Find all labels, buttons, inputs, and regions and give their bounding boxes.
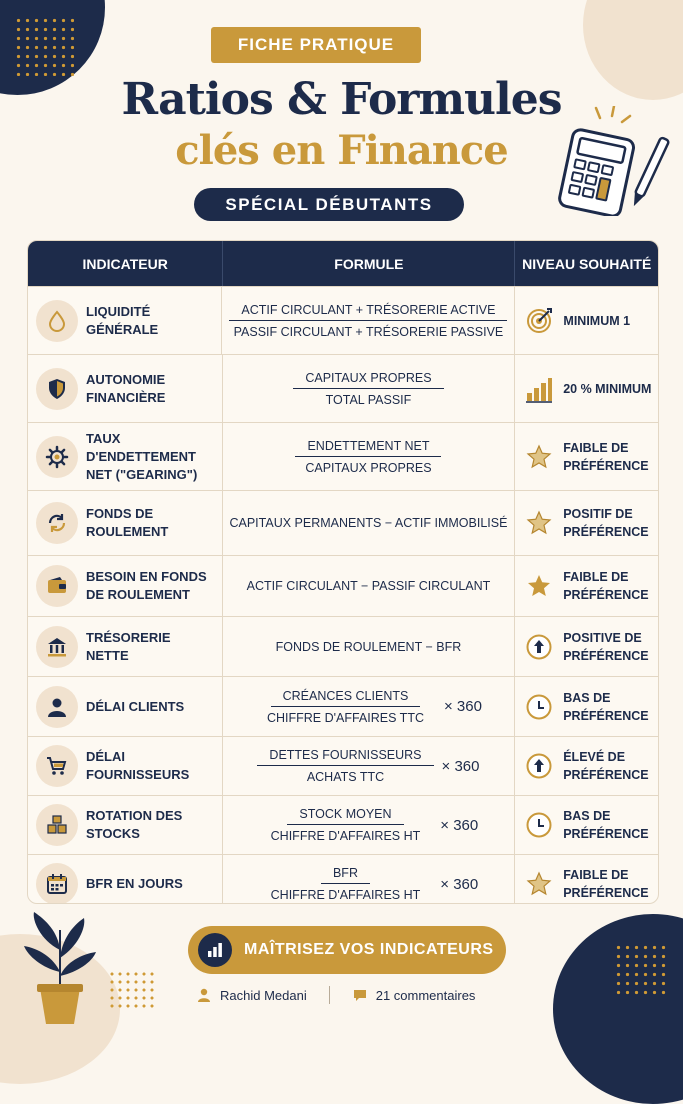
level-label: FAIBLE DE PRÉFÉRENCE bbox=[563, 440, 649, 473]
indicator-label: DÉLAI FOURNISSEURS bbox=[86, 749, 190, 782]
category-tag: FICHE PRATIQUE bbox=[211, 27, 421, 63]
indicator-cell bbox=[28, 423, 223, 490]
level-label: POSITIF DE PRÉFÉRENCE bbox=[563, 507, 649, 539]
indicator-cell bbox=[28, 737, 223, 795]
formula-cell bbox=[223, 355, 516, 422]
indicator-cell bbox=[28, 491, 223, 555]
table-row bbox=[28, 555, 658, 616]
formula-multiplier: × 360 bbox=[440, 816, 479, 834]
star-icon bbox=[525, 443, 553, 471]
formula-numerator: CRÉANCES CLIENTS bbox=[271, 689, 421, 707]
level-cell bbox=[515, 355, 658, 422]
shield-icon bbox=[36, 368, 78, 410]
boxes-icon bbox=[36, 804, 78, 846]
indicator-label: LIQUIDITÉ GÉNÉRALE bbox=[86, 303, 159, 337]
table-row bbox=[28, 422, 658, 490]
target-icon bbox=[525, 307, 553, 335]
header-indicator: INDICATEUR bbox=[28, 241, 223, 286]
level-label: POSITIVE DE PRÉFÉRENCE bbox=[563, 630, 649, 663]
indicator-label: TRÉSORERIE NETTE bbox=[86, 629, 171, 663]
bar-chart-icon bbox=[198, 933, 232, 967]
level-cell bbox=[515, 423, 658, 490]
formula-cell bbox=[223, 556, 516, 616]
decor-dots bbox=[108, 970, 158, 1010]
formula-denominator: CAPITAUX PROPRES bbox=[305, 460, 432, 475]
table-row bbox=[28, 490, 658, 555]
formula-denominator: CHIFFRE D'AFFAIRES TTC bbox=[266, 710, 424, 725]
bar-chart-icon bbox=[525, 375, 553, 403]
formula-numerator: BFR bbox=[321, 866, 370, 884]
comment-icon bbox=[352, 987, 368, 1003]
indicator-label: TAUX D'ENDETTEMENT NET ("GEARING") bbox=[86, 430, 198, 482]
indicator-label: BESOIN EN FONDS DE ROULEMENT bbox=[86, 569, 207, 602]
formula-denominator: TOTAL PASSIF bbox=[325, 392, 412, 407]
table-header bbox=[28, 241, 658, 286]
level-label: FAIBLE DE PRÉFÉRENCE bbox=[563, 868, 649, 900]
formula-cell bbox=[223, 491, 516, 555]
user-icon bbox=[36, 686, 78, 728]
formula-fraction bbox=[293, 371, 443, 407]
formula-text: FONDS DE ROULEMENT − BFR bbox=[275, 639, 462, 654]
subtitle-badge: SPÉCIAL DÉBUTANTS bbox=[194, 188, 464, 221]
indicator-label: AUTONOMIE FINANCIÈRE bbox=[86, 371, 166, 405]
bank-icon bbox=[36, 626, 78, 668]
cta-button[interactable] bbox=[188, 926, 506, 974]
arrow-up-icon bbox=[525, 752, 553, 780]
formula-cell bbox=[223, 737, 516, 795]
formula-cell bbox=[223, 617, 516, 676]
calculator-icon bbox=[552, 106, 672, 216]
user-icon bbox=[196, 987, 212, 1003]
ratios-table bbox=[27, 240, 659, 904]
level-cell bbox=[515, 287, 658, 354]
formula-fraction bbox=[293, 439, 443, 475]
level-cell bbox=[515, 855, 658, 904]
page-title-accent: clés en Finance bbox=[175, 127, 508, 174]
cta-label: MAÎTRISEZ VOS INDICATEURS bbox=[244, 941, 494, 958]
indicator-cell bbox=[28, 855, 223, 904]
formula-text: CAPITAUX PERMANENTS − ACTIF IMMOBILISÉ bbox=[229, 516, 508, 530]
indicator-cell bbox=[28, 287, 222, 354]
decor-dots bbox=[614, 943, 669, 998]
level-label: FAIBLE DE PRÉFÉRENCE bbox=[563, 570, 649, 602]
indicator-label: DÉLAI CLIENTS bbox=[86, 698, 185, 714]
level-label: BAS DE PRÉFÉRENCE bbox=[563, 809, 649, 841]
calendar-icon bbox=[36, 863, 78, 904]
decor-dots bbox=[14, 16, 74, 76]
star-filled-icon bbox=[525, 572, 553, 600]
formula-multiplier: × 360 bbox=[441, 757, 480, 775]
indicator-cell bbox=[28, 796, 223, 854]
indicator-cell bbox=[28, 556, 223, 616]
level-label: ÉLEVÉ DE PRÉFÉRENCE bbox=[563, 750, 649, 782]
drop-icon bbox=[36, 300, 78, 342]
arrow-up-icon bbox=[525, 633, 553, 661]
formula-denominator: CHIFFRE D'AFFAIRES HT bbox=[270, 829, 421, 843]
formula-cell bbox=[222, 287, 515, 354]
formula-numerator: DETTES FOURNISSEURS bbox=[257, 748, 433, 766]
page-title: Ratios & Formules bbox=[121, 74, 562, 125]
level-label: BAS DE PRÉFÉRENCE bbox=[563, 690, 649, 723]
formula-fraction bbox=[222, 303, 516, 339]
indicator-cell bbox=[28, 677, 223, 736]
level-cell bbox=[515, 491, 658, 555]
formula-fraction bbox=[257, 748, 433, 784]
formula-denominator: PASSIF CIRCULANT + TRÉSORERIE PASSIVE bbox=[233, 324, 504, 339]
wallet-icon bbox=[36, 565, 78, 607]
level-cell bbox=[515, 617, 658, 676]
formula-fraction bbox=[259, 807, 433, 843]
formula-denominator: CHIFFRE D'AFFAIRES HT bbox=[270, 888, 421, 902]
gear-icon bbox=[36, 436, 78, 478]
indicator-label: FONDS DE ROULEMENT bbox=[86, 506, 169, 539]
star-icon bbox=[525, 509, 553, 537]
indicator-label: ROTATION DES STOCKS bbox=[86, 808, 183, 841]
formula-numerator: ACTIF CIRCULANT + TRÉSORERIE ACTIVE bbox=[229, 303, 507, 321]
header-level: NIVEAU SOUHAITÉ bbox=[522, 255, 652, 272]
star-icon bbox=[525, 870, 553, 898]
formula-cell bbox=[223, 855, 516, 904]
table-row bbox=[28, 616, 658, 676]
formula-numerator: STOCK MOYEN bbox=[287, 807, 403, 825]
footer bbox=[196, 986, 475, 1004]
formula-fraction bbox=[259, 866, 433, 902]
plant-decoration bbox=[20, 910, 100, 1024]
level-cell bbox=[515, 796, 658, 854]
table-body bbox=[28, 286, 658, 904]
level-label: MINIMUM 1 bbox=[563, 313, 631, 328]
formula-cell bbox=[223, 796, 516, 854]
header-formula: FORMULE bbox=[223, 241, 515, 286]
table-row bbox=[28, 795, 658, 854]
divider bbox=[329, 986, 330, 1004]
table-row bbox=[28, 354, 658, 422]
formula-numerator: ENDETTEMENT NET bbox=[295, 439, 441, 457]
formula-numerator: CAPITAUX PROPRES bbox=[293, 371, 443, 389]
level-cell bbox=[515, 677, 658, 736]
table-row bbox=[28, 736, 658, 795]
cart-icon bbox=[36, 745, 78, 787]
indicator-cell bbox=[28, 355, 223, 422]
formula-fraction bbox=[255, 689, 436, 725]
clock-icon bbox=[525, 811, 553, 839]
indicator-cell bbox=[28, 617, 223, 676]
formula-text: ACTIF CIRCULANT − PASSIF CIRCULANT bbox=[246, 579, 491, 593]
author-name[interactable]: Rachid Medani bbox=[220, 987, 307, 1003]
level-label: 20 % MINIMUM bbox=[563, 381, 652, 396]
level-cell bbox=[515, 556, 658, 616]
level-cell bbox=[515, 737, 658, 795]
table-row bbox=[28, 854, 658, 904]
indicator-label: BFR EN JOURS bbox=[86, 876, 183, 891]
formula-multiplier: × 360 bbox=[443, 698, 482, 715]
formula-cell bbox=[223, 677, 516, 736]
formula-multiplier: × 360 bbox=[440, 875, 479, 893]
table-row bbox=[28, 676, 658, 736]
formula-cell bbox=[223, 423, 516, 490]
table-row bbox=[28, 286, 658, 354]
comments-count[interactable]: 21 commentaires bbox=[375, 987, 476, 1003]
cycle-icon bbox=[36, 502, 78, 544]
clock-icon bbox=[525, 693, 553, 721]
formula-denominator: ACHATS TTC bbox=[306, 770, 385, 784]
